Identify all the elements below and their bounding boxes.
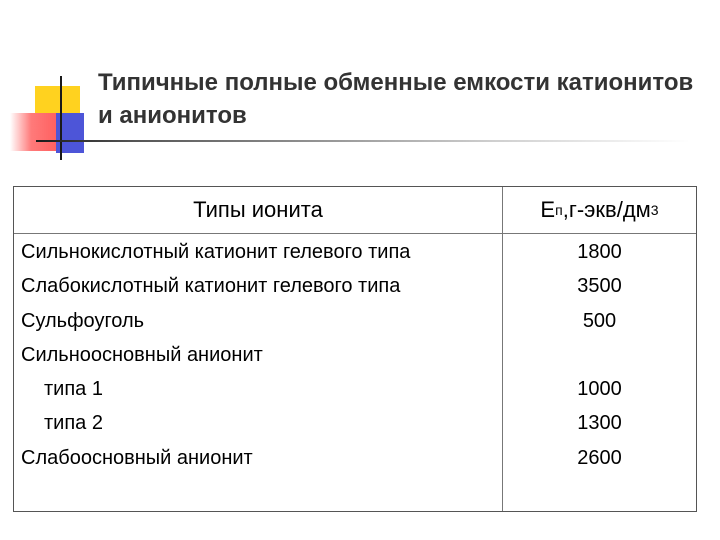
table-row-value: 500 (582, 310, 617, 332)
table-row-type: Слабоосновный анионит (21, 447, 253, 469)
table-row-type: Сульфоуголь (21, 310, 145, 332)
table-row-type: типа 1 (44, 378, 103, 400)
title-underline (36, 140, 690, 142)
table-row-type: Сильноосновный анионит (21, 344, 263, 366)
table-row-value: 1300 (577, 412, 622, 434)
table-row-type: типа 2 (44, 412, 103, 434)
slide-title: Типичные полные обменные емкости катионитов и анионитов (98, 69, 694, 129)
table-row-type: Сильнокислотный катионит гелевого типа (21, 241, 411, 263)
table-row-value: 1000 (577, 378, 622, 400)
table-row-value: 2600 (577, 447, 622, 469)
header-capacity-symbol: E (540, 197, 556, 222)
decor-vertical-line (60, 76, 62, 160)
table-row-value: 3500 (577, 275, 622, 297)
ion-exchange-table (13, 186, 697, 512)
table-row-value: 1800 (577, 241, 622, 263)
header-ionite-type: Типы ионита (193, 197, 323, 222)
header-divider (14, 233, 696, 234)
header-capacity-subscript: п (555, 202, 563, 218)
header-capacity (503, 187, 696, 233)
table-row-type: Слабокислотный катионит гелевого типа (21, 275, 401, 297)
header-capacity-unit: ,г-экв/дм (562, 197, 651, 222)
decor-red-gradient (10, 113, 57, 151)
header-capacity-superscript: 3 (650, 202, 659, 218)
table-row-value (503, 338, 696, 372)
